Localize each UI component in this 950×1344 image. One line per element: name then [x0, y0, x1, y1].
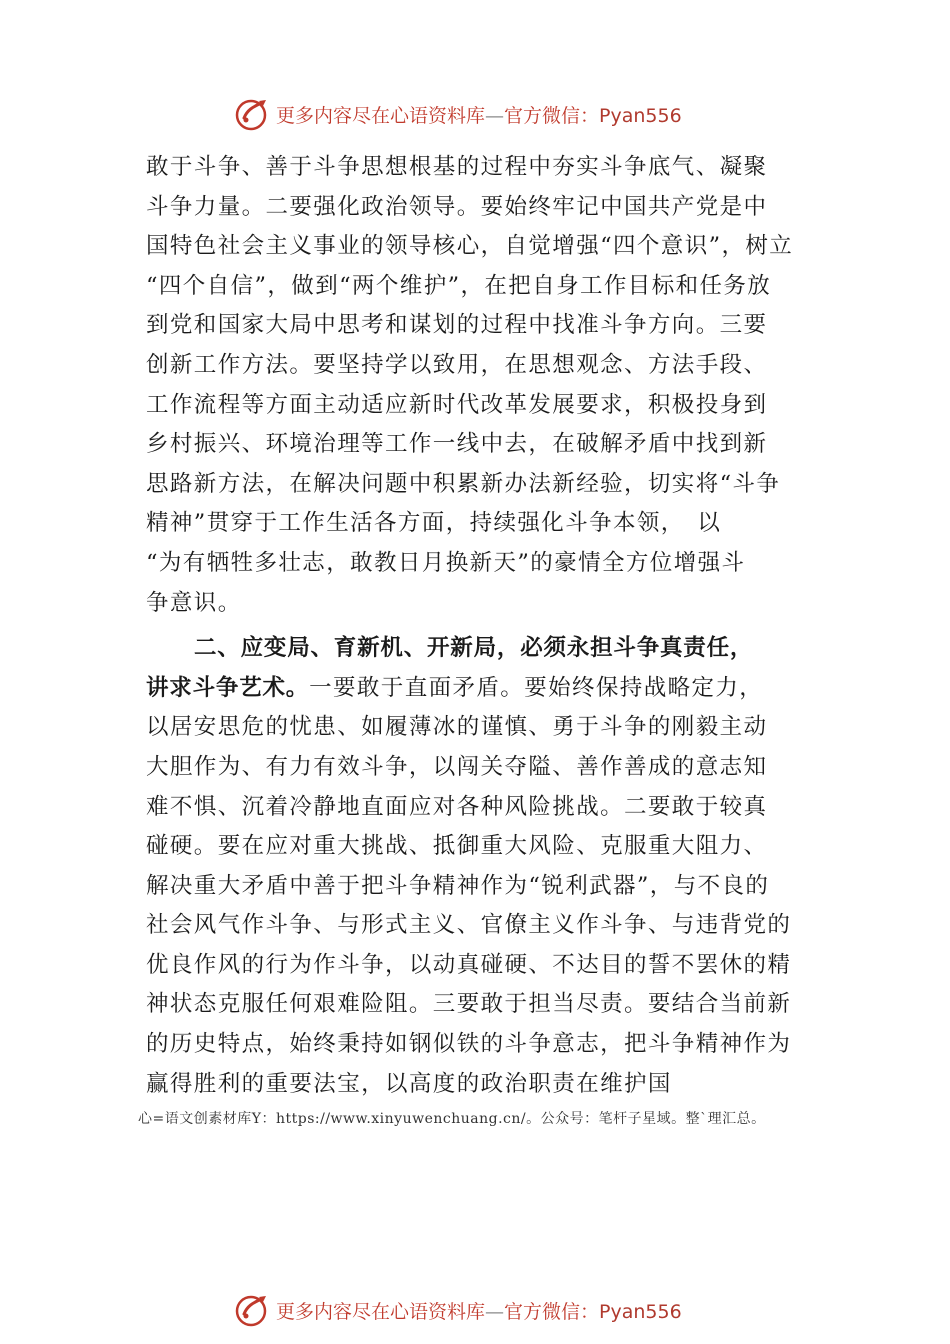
section-heading-tail: 讲求斗争艺术。: [146, 674, 310, 701]
text-line: 以居安思危的忧患、如履薄冰的谨慎、勇于斗争的刚毅主动: [146, 714, 768, 741]
watermark-channel: 官方微信：: [504, 104, 600, 127]
text-line: 碰硬。要在应对重大挑战、抵御重大风险、克服重大阻力、: [146, 833, 768, 860]
text-line: 赢得胜利的重要法宝，以高度的政治职责在维护国: [146, 1070, 672, 1097]
text-line: 难不惧、沉着冷静地直面应对各种风险挑战。二要敢于较真: [146, 793, 768, 820]
watermark-id: Pyan556: [599, 1300, 682, 1323]
text-line: 国特色社会主义事业的领导核心，自觉增强“四个意识”，树立: [146, 233, 794, 260]
header-watermark: [232, 94, 682, 134]
text-line: 争意识。: [146, 589, 242, 616]
footer-watermark: [232, 1290, 682, 1330]
text-line: 解决重大矛盾中善于把斗争精神作为“锐利武器”，与不良的: [146, 872, 770, 899]
source-note: 心=语文创素材库Y：https://www.xinyuwenchuang.cn/。公众号：笔杆子星域。整`理汇总。: [138, 1111, 766, 1127]
text-line: “为有牺牲多壮志，敢教日月换新天”的豪情全方位增强斗: [146, 549, 746, 576]
brand-logo-icon: [232, 94, 272, 134]
paragraph-2: [146, 629, 818, 1104]
document-body: [146, 148, 818, 1104]
watermark-dash: —: [485, 1300, 505, 1323]
text-line: 神状态克服任何艰难险阻。三要敢于担当尽责。要结合当前新: [146, 991, 792, 1018]
text-line: 思路新方法，在解决问题中积累新办法新经验，切实将“斗争: [146, 470, 781, 497]
text-line: “四个自信”，做到“两个维护”，在把自身工作目标和任务放: [146, 272, 772, 299]
watermark-channel: 官方微信：: [504, 1300, 600, 1323]
text-line: 斗争力量。二要强化政治领导。要始终牢记中国共产党是中: [146, 193, 768, 220]
watermark-text: [276, 1297, 682, 1324]
text-line: 大胆作为、有力有效斗争，以闯关夺隘、善作善成的意志知: [146, 753, 768, 780]
watermark-brand: 更多内容尽在心语资料库: [276, 1300, 486, 1323]
watermark-dash: —: [485, 104, 505, 127]
brand-logo-icon: [232, 1290, 272, 1330]
text-line: 创新工作方法。要坚持学以致用，在思想观念、方法手段、: [146, 351, 768, 378]
text-line: 社会风气作斗争、与形式主义、官僚主义作斗争、与违背党的: [146, 912, 792, 939]
watermark-text: [276, 101, 682, 128]
text-line: 敢于斗争、善于斗争思想根基的过程中夯实斗争底气、凝聚: [146, 154, 768, 180]
watermark-id: Pyan556: [599, 104, 682, 127]
text-line-rest: 一要敢于直面矛盾。要始终保持战略定力，: [309, 674, 764, 701]
text-line: 乡村振兴、环境治理等工作一线中去，在破解矛盾中找到新: [146, 431, 768, 458]
text-line: 精神”贯穿于工作生活各方面，持续强化斗争本领， 以: [146, 510, 722, 537]
section-heading: 二、应变局、育新机、开新局，必须永担斗争真责任，: [194, 635, 754, 662]
text-line: [146, 669, 818, 709]
text-line: 优良作风的行为作斗争，以动真碰硬、不达目的誓不罢休的精: [146, 951, 792, 978]
text-line: 到党和国家大局中思考和谋划的过程中找准斗争方向。三要: [146, 312, 768, 339]
watermark-brand: 更多内容尽在心语资料库: [276, 104, 486, 127]
paragraph-1: [146, 148, 818, 623]
text-line: 工作流程等方面主动适应新时代改革发展要求，积极投身到: [146, 391, 768, 418]
text-line: 的历史特点，始终秉持如钢似铁的斗争意志，把斗争精神作为: [146, 1031, 792, 1058]
